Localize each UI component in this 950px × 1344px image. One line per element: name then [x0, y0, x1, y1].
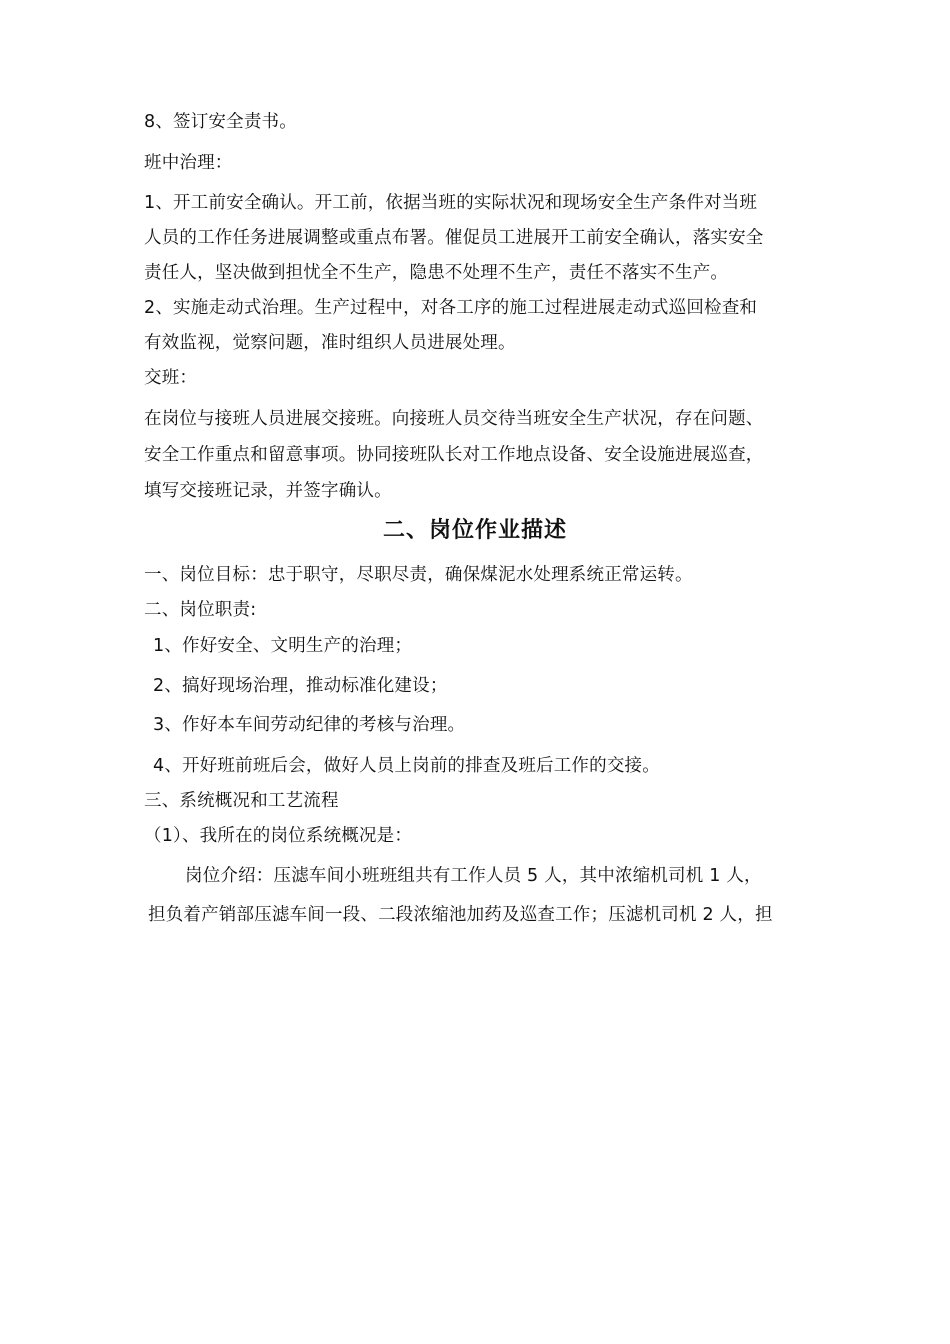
item-8-sign-responsibility: 8、签订安全责书。: [144, 112, 297, 132]
handover-line-1: 在岗位与接班人员进展交接班。向接班人员交待当班安全生产状况，存在问题、: [144, 409, 764, 429]
section-two-heading: 二、岗位作业描述: [382, 518, 567, 543]
post-intro-line-2: 担负着产销部压滤车间一段、二段浓缩池加药及巡查工作；压滤机司机 2 人，担: [148, 905, 773, 925]
handover-title: 交班：: [144, 368, 198, 388]
duty-item-3: 3、作好本车间劳动纪律的考核与治理。: [153, 715, 466, 735]
duty-item-2: 2、搞好现场治理，推动标准化建设；: [153, 676, 448, 696]
duties-title: 二、岗位职责:: [144, 600, 257, 620]
handover-line-2: 安全工作重点和留意事项。协同接班队长对工作地点设备、安全设施进展巡查，: [144, 445, 764, 465]
duty-item-1: 1、作好安全、文明生产的治理；: [153, 636, 413, 656]
duty-item-4: 4、开好班前班后会，做好人员上岗前的排查及班后工作的交接。: [153, 756, 660, 776]
mid-item1-line-2: 人员的工作任务进展调整或重点布署。催促员工进展开工前安全确认，落实安全: [144, 228, 764, 248]
post-goal: 一、岗位目标：忠于职守，尽职尽责，确保煤泥水处理系统正常运转。: [144, 565, 693, 585]
mid-item1-line-3: 责任人，坚决做到担忧全不生产，隐患不处理不生产，责任不落实不生产。: [144, 263, 729, 283]
mid-item1-line-1: 1、开工前安全确认。开工前，依据当班的实际状况和现场安全生产条件对当班: [144, 193, 758, 213]
mid-shift-title: 班中治理：: [144, 153, 233, 173]
handover-line-3: 填写交接班记录，并签字确认。: [144, 481, 392, 501]
system-overview-title: 三、系统概况和工艺流程: [144, 791, 339, 811]
mid-item2-line-2: 有效监视，觉察问题，准时组织人员进展处理。: [144, 333, 516, 353]
mid-item2-line-1: 2、实施走动式治理。生产过程中，对各工序的施工过程进展走动式巡回检查和: [144, 298, 758, 318]
system-overview-subtitle: （1）、我所在的岗位系统概况是：: [144, 826, 413, 846]
post-intro-line-1: 岗位介绍：压滤车间小班班组共有工作人员 5 人，其中浓缩机司机 1 人，: [185, 866, 762, 886]
